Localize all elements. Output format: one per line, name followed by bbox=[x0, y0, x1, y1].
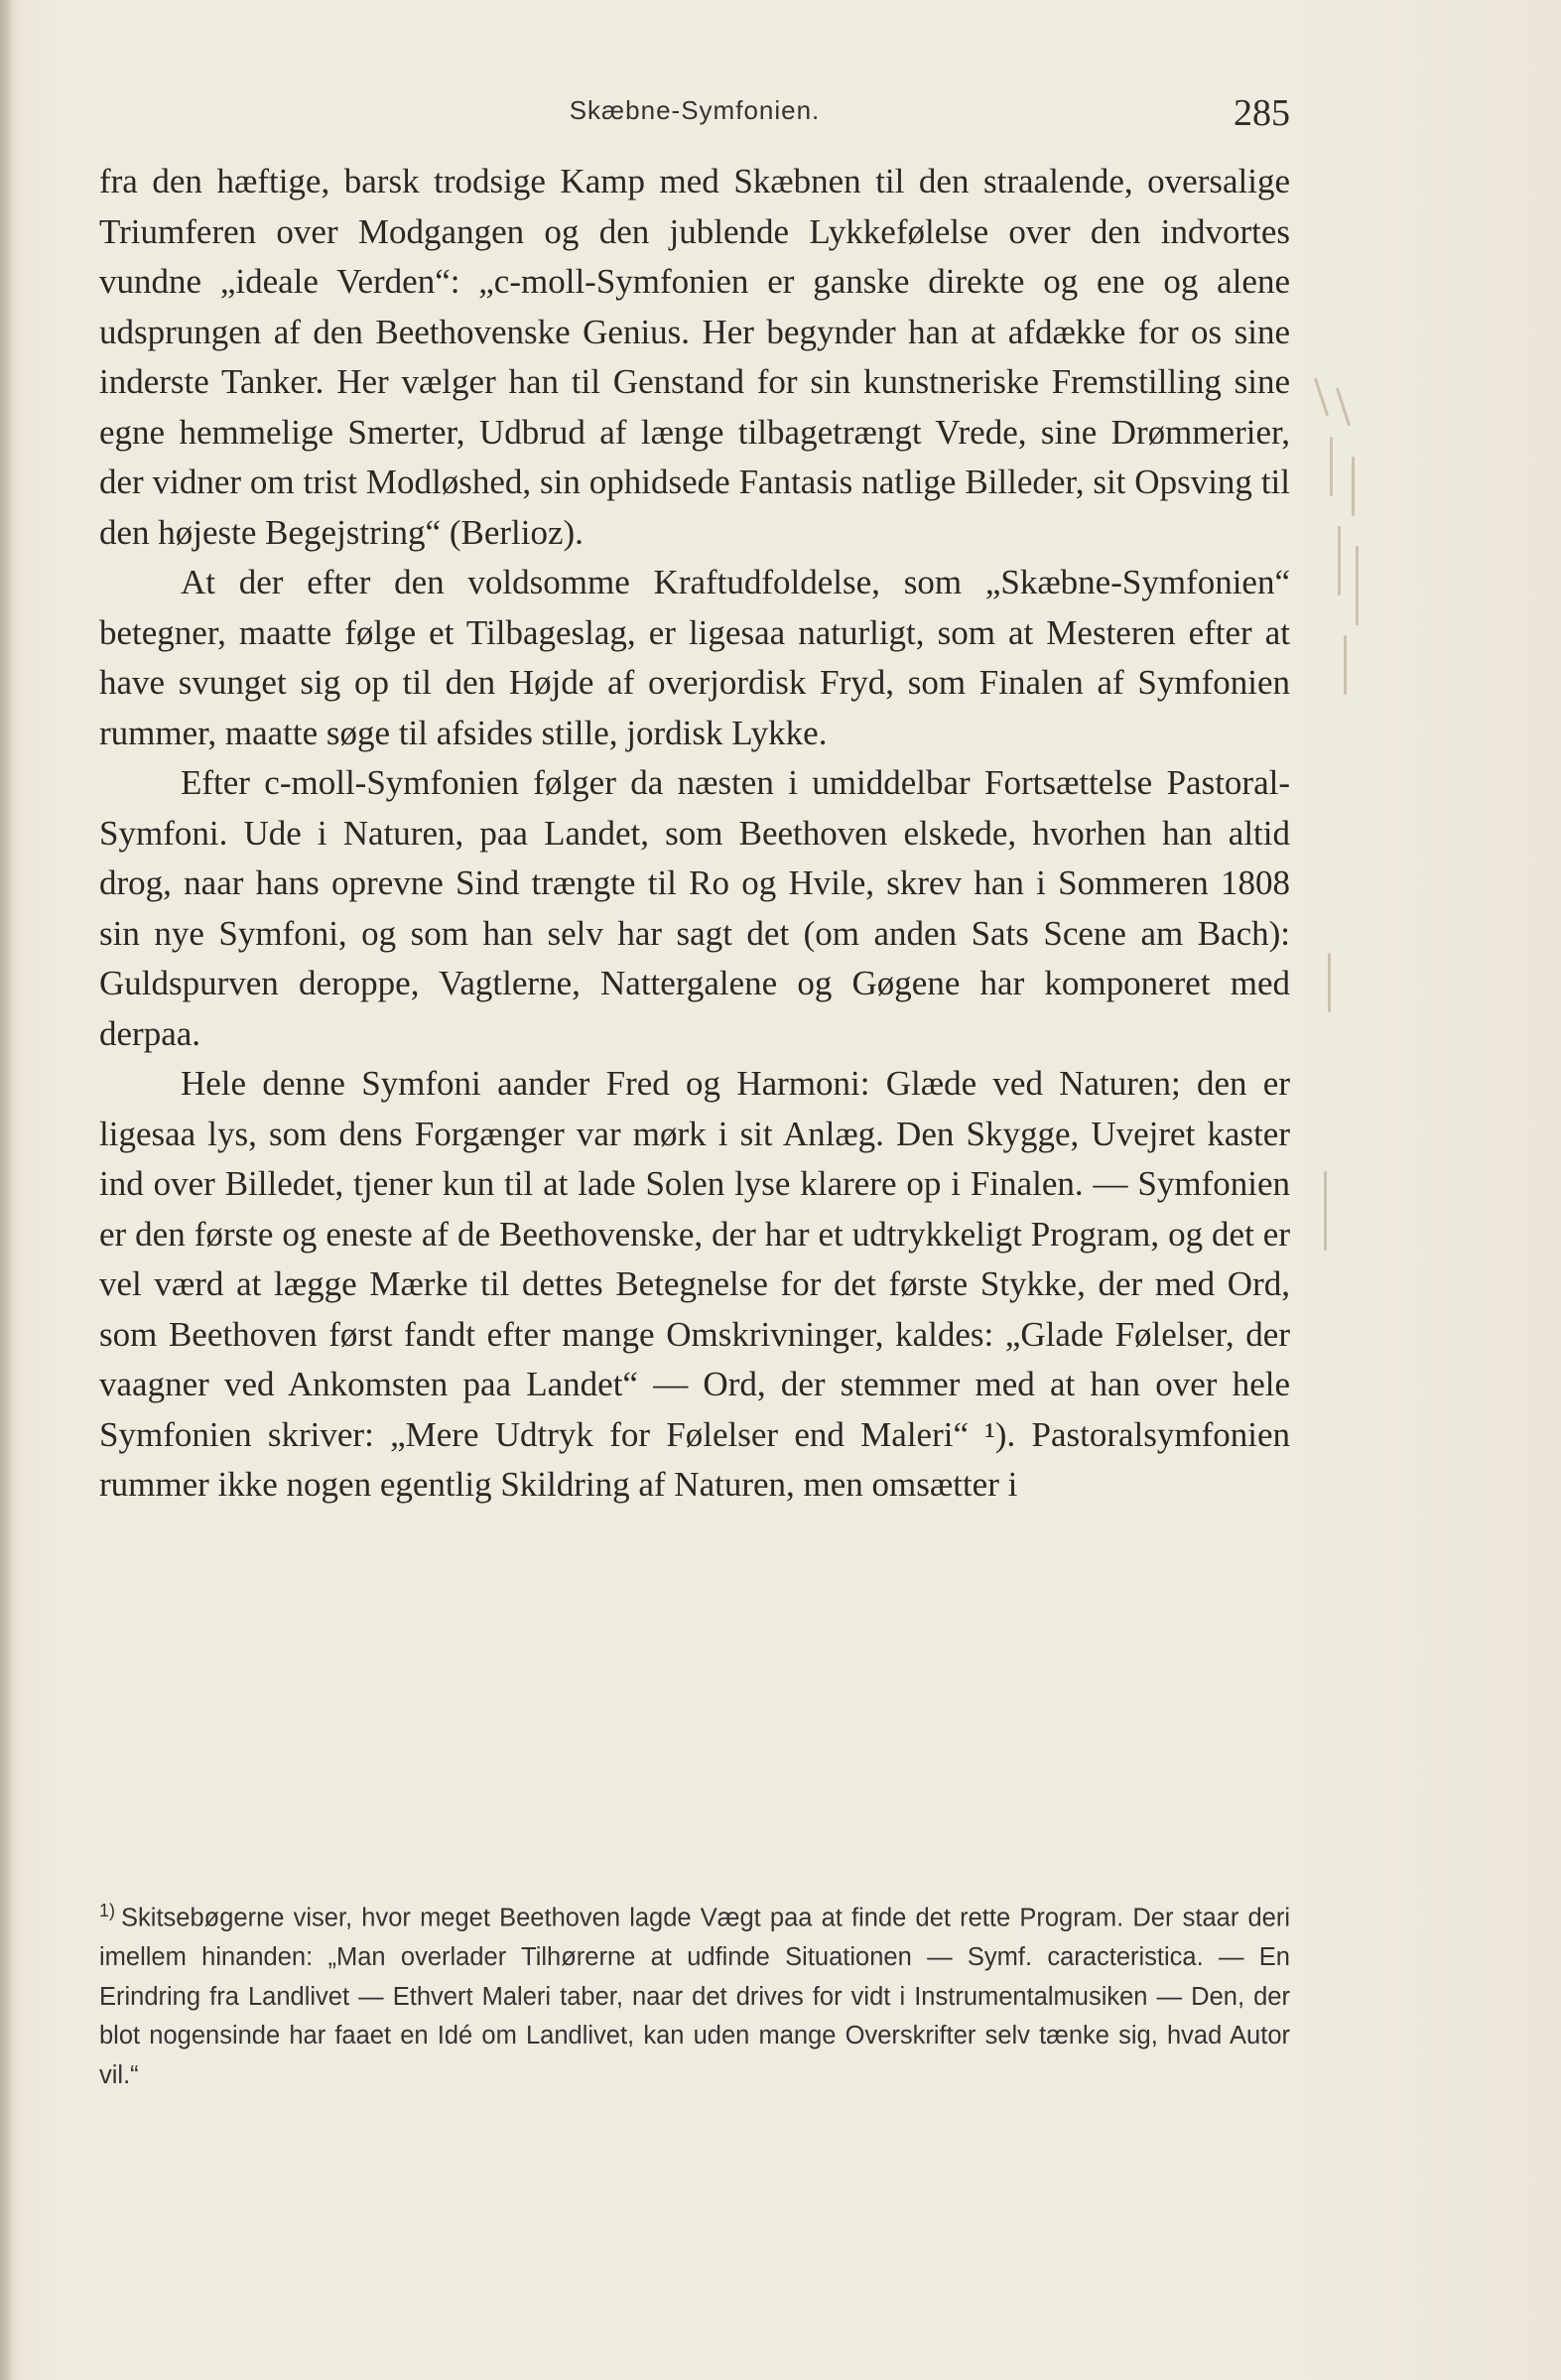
footnote-text: Skitsebøgerne viser, hvor meget Beethoven lagde Vægt paa at finde det rette Program. Der staar deri imellem hinanden: „Man overlader Tilhørerne at udfinde Situationen — Symf. caracteristica. — En Erindring fra Landlivet — Ethvert Maleri taber, naar det drives for vidt i Instrumentalmusiken — Den, der blot nogensinde har faaet en Idé om Landlivet, kan uden mange Overskrifter selv tænke sig, hvad Autor vil.“ bbox=[99, 1904, 1290, 2089]
show-through-mark bbox=[1324, 1171, 1327, 1251]
show-through-mark bbox=[1344, 635, 1347, 695]
footnote bbox=[99, 1892, 1290, 2095]
paragraph: Efter c-moll-Symfonien følger da næsten i umiddelbar Fortsættelse Pastoral-Symfoni. Ude i Naturen, paa Landet, som Beethoven elskede, hvorhen han altid drog, naar hans oprevne Sind trængte til Ro og Hvile, skrev han i Sommeren 1808 sin nye Symfoni, og som han selv har sagt det (om anden Sats Scene am Bach): Guldspurven deroppe, Vagtlerne, Nattergalene og Gøgene har komponeret med derpaa. bbox=[99, 763, 1290, 1053]
show-through-mark bbox=[1336, 388, 1351, 427]
paragraph: Hele denne Symfoni aander Fred og Harmoni: Glæde ved Naturen; den er ligesaa lys, som dens Forgænger var mørk i sit Anlæg. Den Skygge, Uvejret kaster ind over Billedet, tjener kun til at lade Solen lyse klarere op i Finalen. — Symfonien er den første og eneste af de Beethovenske, der har et udtrykkeligt Program, og det er vel værd at lægge Mærke til dettes Betegnelse for det første Stykke, der med Ord, som Beethoven først fandt efter mange Omskrivninger, kaldes: „Glade Følelser, der vaagner ved Ankomsten paa Landet“ — Ord, der stemmer med at han over hele Symfonien skriver: „Mere Udtryk for Følelser end Maleri“ ¹). Pastoralsymfonien rummer ikke nogen egentlig Skildring af Naturen, men omsætter i bbox=[99, 1064, 1290, 1504]
show-through-mark bbox=[1356, 546, 1359, 625]
page-number: 285 bbox=[1234, 92, 1290, 134]
page-header bbox=[99, 92, 1290, 135]
show-through-mark bbox=[1314, 378, 1329, 417]
body-text bbox=[99, 157, 1290, 1511]
show-through-mark bbox=[1352, 457, 1355, 516]
show-through-marks bbox=[1308, 377, 1367, 1270]
footnote-marker: 1) bbox=[99, 1901, 116, 1920]
gutter-shadow bbox=[0, 0, 14, 2380]
show-through-mark bbox=[1328, 953, 1331, 1012]
show-through-mark bbox=[1338, 526, 1341, 595]
running-title: Skæbne-Symfonien. bbox=[569, 95, 821, 125]
show-through-mark bbox=[1330, 437, 1333, 496]
paragraph: At der efter den voldsomme Kraftudfoldelse, som „Skæbne-Symfonien“ betegner, maatte følge et Tilbageslag, er ligesaa naturligt, som at Mesteren efter at have svunget sig op til den Højde af overjordisk Fryd, som Finalen af Symfonien rummer, maatte søge til afsides stille, jordisk Lykke. bbox=[99, 563, 1290, 752]
paragraph: fra den hæftige, barsk trodsige Kamp med Skæbnen til den straalende, oversalige Triumferen over Modgangen og den jublende Lykkefølelse over den indvortes vundne „ideale Verden“: „c-moll-Symfonien er ganske direkte og ene og alene udsprungen af den Beethovenske Genius. Her begynder han at afdække for os sine inderste Tanker. Her vælger han til Genstand for sin kunstneriske Fremstilling sine egne hemmelige Smerter, Udbrud af længe tilbagetrængt Vrede, sine Drømmerier, der vidner om trist Modløshed, sin ophidsede Fantasis natlige Billeder, sit Opsving til den højeste Begejstring“ (Berlioz). bbox=[99, 162, 1290, 552]
